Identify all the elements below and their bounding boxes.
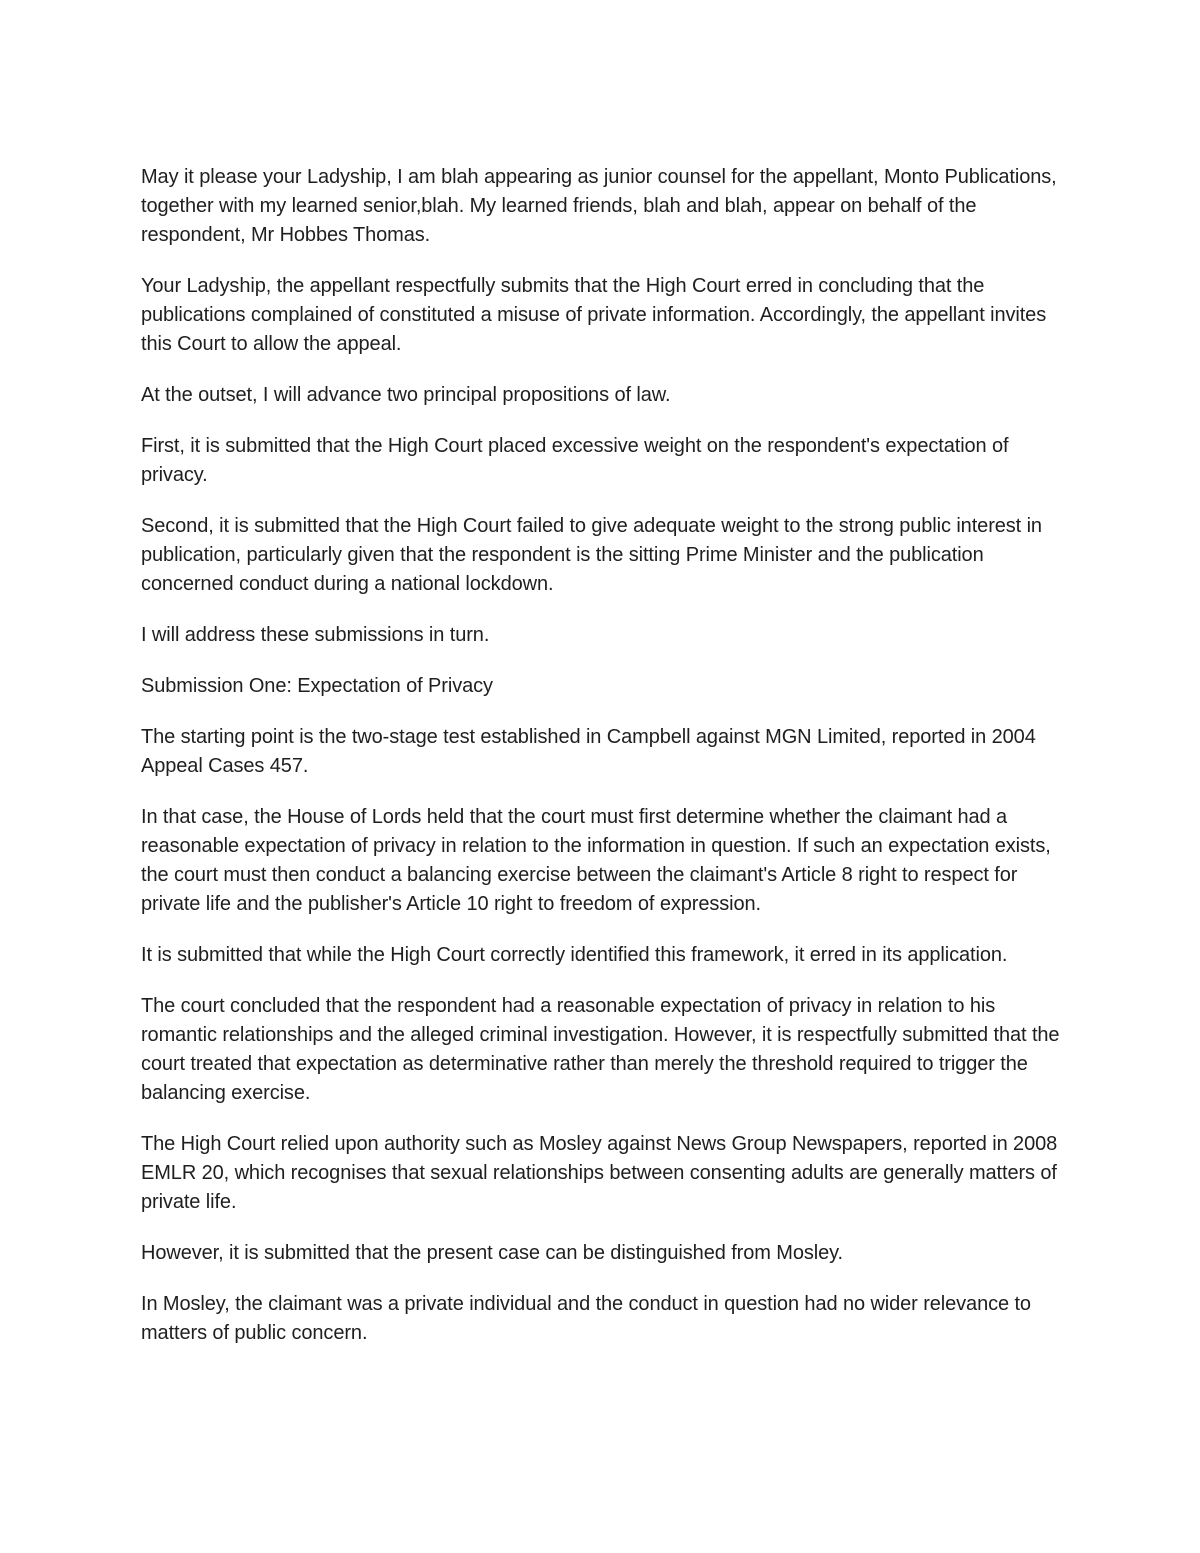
document-body [141,163,1066,1370]
paragraph-campbell-test: The starting point is the two-stage test established in Campbell against MGN Limited, reported in 2004 Appeal Cases 457. [141,726,1036,777]
paragraph-second-proposition: Second, it is submitted that the High Court failed to give adequate weight to the strong public interest in publication, particularly given that the respondent is the sitting Prime Minister and the publication concerned conduct during a national lockdown. [141,515,1042,595]
paragraph-outset: At the outset, I will advance two principal propositions of law. [141,384,671,406]
paragraph-mosley-authority: The High Court relied upon authority such as Mosley against News Group Newspapers, reported in 2008 EMLR 20, which recognises that sexual relationships between consenting adults are generally matters of private life. [141,1133,1058,1213]
section-heading: Submission One: Expectation of Privacy [141,675,493,697]
paragraph-distinguish-mosley: However, it is submitted that the present case can be distinguished from Mosley. [141,1242,843,1264]
paragraph-submission-summary: Your Ladyship, the appellant respectfully submits that the High Court erred in concluding that the publications complained of constituted a misuse of private information. Accordingly, the appellant invites this Court to allow the appeal. [141,275,1047,355]
paragraph-framework-application: It is submitted that while the High Court correctly identified this framework, it erred in its application. [141,944,1008,966]
paragraph-first-proposition: First, it is submitted that the High Court placed excessive weight on the respondent's expectation of privacy. [141,435,1009,486]
paragraph-mosley-private-individual: In Mosley, the claimant was a private individual and the conduct in question had no wider relevance to matters of public concern. [141,1293,1031,1344]
paragraph-opening: May it please your Ladyship, I am blah appearing as junior counsel for the appellant, Monto Publications, together with my learned senior,blah. My learned friends, blah and blah, appear on behalf of the respondent, Mr Hobbes Thomas. [141,166,1057,246]
paragraph-house-of-lords: In that case, the House of Lords held that the court must first determine whether the claimant had a reasonable expectation of privacy in relation to the information in question. If such an expectation exists, the court must then conduct a balancing exercise between the claimant's Article 8 right to respect for private life and the publisher's Article 10 right to freedom of expression. [141,806,1051,915]
paragraph-court-conclusion: The court concluded that the respondent had a reasonable expectation of privacy in relation to his romantic relationships and the alleged criminal investigation. However, it is respectfully submitted that the court treated that expectation as determinative rather than merely the threshold required to trigger the balancing exercise. [141,995,1060,1104]
paragraph-address-in-turn: I will address these submissions in turn. [141,624,490,646]
